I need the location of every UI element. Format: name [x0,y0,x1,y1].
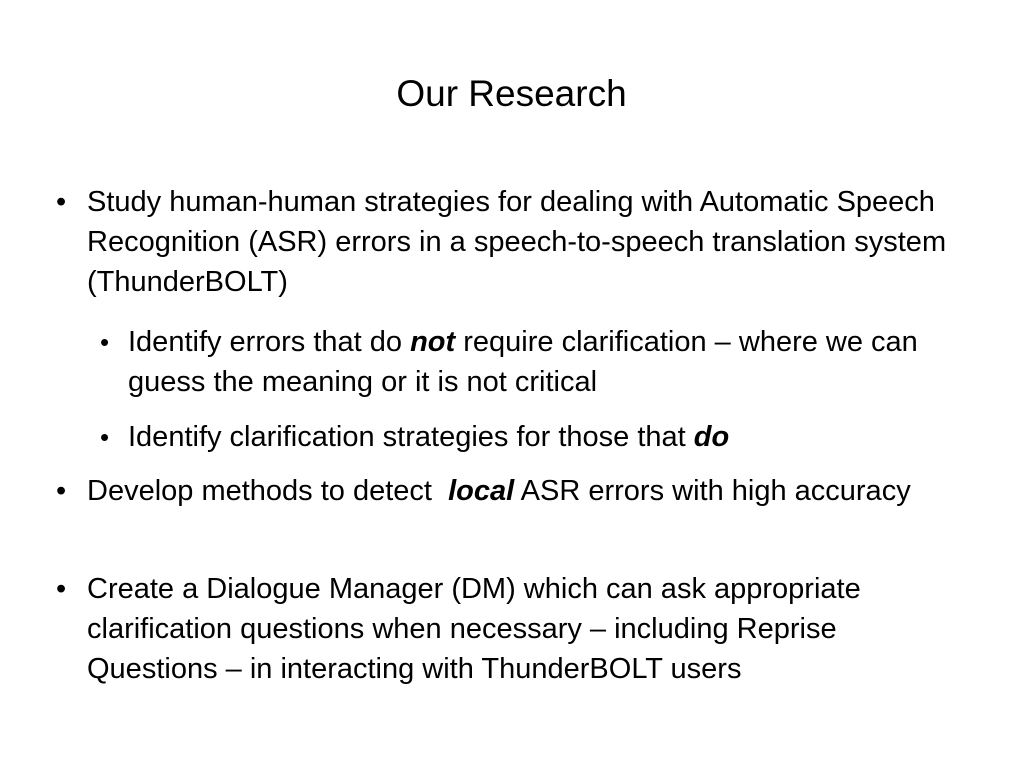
sub-bullet-marker: • [100,327,110,357]
bullet-item [87,471,967,511]
sub-bullet-item [128,322,988,402]
bullet-marker: • [56,186,67,218]
bullet-text: Identify clarification strategies for those that [128,421,694,453]
sub-bullet-item [128,417,988,457]
sub-bullet-marker: • [100,422,110,452]
emphasis-text: do [693,421,730,453]
bullet-text: ASR errors with high accuracy [514,475,911,507]
bullet-text: Study human-human strategies for dealing with Automatic Speech Recognition (ASR) errors in a speech-to-speech translation system (ThunderBOLT) [87,186,947,298]
bullet-text: Create a Dialogue Manager (DM) which can ask appropriate clarification questions when necessary – including Reprise Questions – in interacting with ThunderBOLT users [87,573,861,685]
bullet-marker: • [56,573,67,605]
slide-title: Our Research [396,73,627,114]
bullet-marker: • [56,475,67,507]
bullet-text: require clarification – where we can guess the meaning or it is not critical [128,326,918,398]
emphasis-text: not [410,326,456,358]
bullet-item [87,569,947,689]
bullet-text: Develop methods to detect [87,475,449,507]
bullet-text: Identify errors that do [128,326,411,358]
emphasis-text: local [448,475,515,507]
bullet-item [87,182,987,302]
